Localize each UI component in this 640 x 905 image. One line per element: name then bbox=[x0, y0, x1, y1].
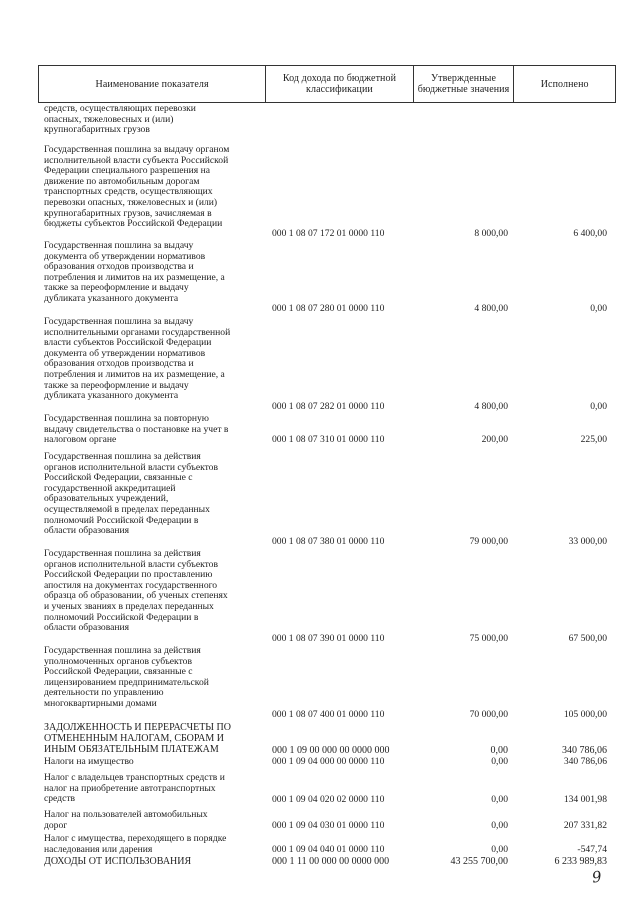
row-code: 000 1 09 04 020 02 0000 110 bbox=[272, 794, 385, 805]
row-name: Налоги на имущество bbox=[44, 756, 134, 767]
row-plan: 43 255 700,00 bbox=[450, 856, 508, 867]
row-plan: 4 800,00 bbox=[474, 303, 508, 314]
row-name: ДОХОДЫ ОТ ИСПОЛЬЗОВАНИЯ bbox=[44, 856, 192, 867]
row-done: 67 500,00 bbox=[568, 633, 607, 644]
row-name: Государственная пошлина за действия уполномоченных органов субъектов Российской Федерации, связанные с лицензированием предпринимательской деятельности по управлению многоквартирными домами bbox=[44, 645, 209, 709]
row-plan: 75 000,00 bbox=[469, 633, 508, 644]
row-done: 0,00 bbox=[590, 303, 607, 314]
row-done: 225,00 bbox=[580, 434, 607, 445]
row-code: 000 1 08 07 380 01 0000 110 bbox=[272, 536, 385, 547]
row-code: 000 1 08 07 280 01 0000 110 bbox=[272, 303, 385, 314]
row-code: 000 1 08 07 172 01 0000 110 bbox=[272, 228, 385, 239]
row-name: Государственная пошлина за выдачу исполнительными органами государственной власти субъектов Российской Федерации документа об утверждении нормативов образования отходов производства и потребления и лимитов на их размещение, а также за переоформление и выдачу дубликата указанного документа bbox=[44, 316, 231, 402]
row-plan: 8 000,00 bbox=[474, 228, 508, 239]
row-code: 000 1 08 07 282 01 0000 110 bbox=[272, 401, 385, 412]
row-name: ЗАДОЛЖЕННОСТЬ И ПЕРЕРАСЧЕТЫ ПО ОТМЕНЕННЫМ НАЛОГАМ, СБОРАМ И ИНЫМ ОБЯЗАТЕЛЬНЫМ ПЛАТЕЖАМ bbox=[44, 722, 231, 755]
row-done: 340 786,06 bbox=[563, 756, 607, 767]
row-done: 33 000,00 bbox=[568, 536, 607, 547]
row-plan: 0,00 bbox=[491, 794, 508, 805]
row-done: 207 331,82 bbox=[563, 820, 607, 831]
row-name: Государственная пошлина за повторную выдачу свидетельства о постановке на учет в налоговом органе bbox=[44, 413, 229, 446]
row-name: Налог с владельцев транспортных средств и налог на приобретение автотранспортных средств bbox=[44, 772, 225, 805]
row-name: Государственная пошлина за выдачу органом исполнительной власти субъекта Российской Федерации специального разрешения на движение по автомобильным дорогам транспортных средств, осуществляющих перевозки опасных, тяжеловесных и (или) крупногабаритных грузов, зачисляемая в бюджеты субъектов Российской Федерации bbox=[44, 144, 230, 230]
row-code: 000 1 11 00 000 00 0000 000 bbox=[272, 856, 390, 867]
header-plan-column: Утвержденные бюджетные значения bbox=[413, 66, 514, 102]
row-name: Государственная пошлина за действия органов исполнительной власти субъектов Российской Федерации по проставлению апостиля на документах государственного образца об образовании, об ученых степенях и ученых званиях в пределах переданных полномочий Российской Федерации в области образования bbox=[44, 548, 228, 634]
row-plan: 200,00 bbox=[481, 434, 508, 445]
row-plan: 79 000,00 bbox=[469, 536, 508, 547]
header-done-column: Исполнено bbox=[513, 66, 615, 102]
header-code-column: Код дохода по бюджетной классификации bbox=[265, 66, 412, 102]
row-plan: 0,00 bbox=[491, 844, 508, 855]
row-done: 134 001,98 bbox=[563, 794, 607, 805]
row-done: 6 233 989,83 bbox=[554, 856, 607, 867]
row-name: средств, осуществляющих перевозки опасных, тяжеловесных и (или) крупногабаритных грузов bbox=[44, 103, 196, 136]
row-code: 000 1 09 04 030 01 0000 110 bbox=[272, 820, 385, 831]
row-plan: 0,00 bbox=[490, 745, 508, 756]
row-done: 0,00 bbox=[590, 401, 607, 412]
row-done: -547,74 bbox=[577, 844, 607, 855]
row-plan: 4 800,00 bbox=[474, 401, 508, 412]
row-code: 000 1 08 07 400 01 0000 110 bbox=[272, 709, 385, 720]
row-code: 000 1 08 07 390 01 0000 110 bbox=[272, 633, 385, 644]
row-plan: 0,00 bbox=[491, 756, 508, 767]
header-name-column: Наименование показателя bbox=[95, 78, 209, 90]
row-done: 340 786,06 bbox=[562, 745, 607, 756]
row-name: Налог с имущества, переходящего в порядке наследования или дарения bbox=[44, 833, 227, 855]
row-plan: 0,00 bbox=[491, 820, 508, 831]
row-code: 000 1 08 07 310 01 0000 110 bbox=[272, 434, 385, 445]
row-done: 105 000,00 bbox=[563, 709, 607, 720]
row-name: Государственная пошлина за выдачу документа об утверждении нормативов образования отходов производства и потребления и лимитов на их размещение, а также за переоформление и выдачу дубликата указанного документа bbox=[44, 240, 225, 304]
row-name: Государственная пошлина за действия органов исполнительной власти субъектов Российской Федерации, связанные с государственной аккредитацией образовательных учреждений, осуществляемой в пределах переданных полномочий Российской Федерации в области образования bbox=[44, 451, 218, 537]
row-name: Налог на пользователей автомобильных дорог bbox=[44, 809, 208, 831]
row-plan: 70 000,00 bbox=[469, 709, 508, 720]
row-code: 000 1 09 04 000 00 0000 110 bbox=[272, 756, 385, 767]
row-code: 000 1 09 04 040 01 0000 110 bbox=[272, 844, 385, 855]
page-number: 9 bbox=[590, 867, 603, 887]
row-done: 6 400,00 bbox=[573, 228, 607, 239]
row-code: 000 1 09 00 000 00 0000 000 bbox=[272, 745, 390, 756]
